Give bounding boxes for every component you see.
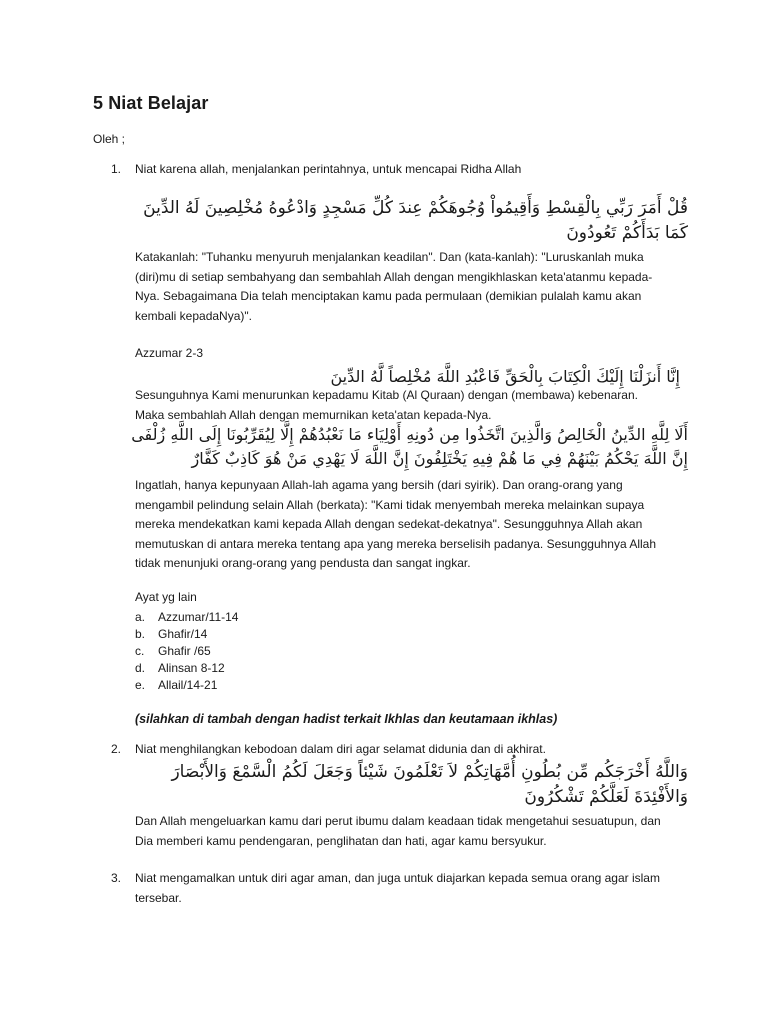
list-item-text: Azzumar/11-14 [158, 610, 239, 624]
other-verse-item [135, 626, 207, 643]
list-item-text: Allail/14-21 [158, 678, 218, 692]
section-1-heading: Niat karena allah, menjalankan perintahnya, untuk mencapai Ridha Allah [135, 162, 522, 176]
list-item-text: Ghafir /65 [158, 644, 211, 658]
section-1-number: 1. [111, 162, 122, 176]
list-marker: e. [135, 678, 146, 692]
section-1-translation-3: Ingatlah, hanya kepunyaan Allah-lah agama yang bersih (dari syirik). Dan orang-orang yang mengambil pelindung selain Allah (berkata): "Kami tidak menyembah mereka melainkan supaya mereka mendekatkan kami kepada Allah dengan sedekat-dekatnya". Sesungguhnya Allah akan memutuskan di antara mereka tentang apa yang mereka berselisih padanya. Sesungguhnya Allah tidak menunjuki orang-orang yang pendusta dan sangat ingkar. [135, 478, 656, 571]
hadith-note: (silahkan di tambah dengan hadist terkait Ikhlas dan keutamaan ikhlas) [135, 712, 558, 726]
list-item-text: Alinsan 8-12 [158, 661, 225, 675]
section-1-translation-2: Sesunguhnya Kami menurunkan kepadamu Kitab (Al Quraan) dengan (membawa) kebenaran. Maka sembahlah Allah dengan memurnikan keta'atan kepada-Nya. [135, 388, 638, 422]
list-item-text: Ghafir/14 [158, 627, 208, 641]
section-3-heading: Niat mengamalkan untuk diri agar aman, dan juga untuk diajarkan kepada semua orang agar islam tersebar. [135, 871, 660, 905]
other-verse-item [135, 609, 238, 626]
list-marker: c. [135, 644, 145, 658]
list-marker: b. [135, 627, 146, 641]
section-1-arabic-verse-2: إِنَّا أَنزَلْنَا إِلَيْكَ الْكِتَابَ بِالْحَقِّ فَاعْبُدِ اللَّهَ مُخْلِصاً لَّهُ الدِّينَ [330, 367, 680, 386]
section-2-arabic-verse: وَاللَّهُ أَخْرَجَكُم مِّن بُطُونِ أُمَّهَاتِكُمْ لاَ تَعْلَمُونَ شَيْئاً وَجَعَلَ لَكُمُ الْسَّمْعَ وَالأَبْصَارَ وَالأَفْئِدَةَ لَعَلَّكُمْ تَشْكُرُونَ [171, 762, 688, 807]
section-1-arabic-verse: قُلْ أَمَرَ رَبِّي بِالْقِسْطِ وَأَقِيمُواْ وُجُوهَكُمْ عِندَ كُلِّ مَسْجِدٍ وَادْعُوهُ مُخْلِصِينَ لَهُ الدِّينَ كَمَا بَدَأَكُمْ تَعُودُونَ [143, 198, 688, 243]
list-marker: a. [135, 610, 146, 624]
section-1-translation: Katakanlah: "Tuhanku menyuruh menjalankan keadilan". Dan (kata-kanlah): "Luruskanlah muka (diri)mu di setiap sembahyang dan sembahlah Allah dengan mengikhlaskan keta'atanmu kepada-Nya. Sebagaimana Dia telah menciptakan kamu pada permulaan (demikian pulalah kamu akan kembali kepadaNya)". [135, 250, 653, 323]
section-3-number: 3. [111, 871, 122, 885]
other-verse-item [135, 660, 225, 677]
section-2-number: 2. [111, 742, 122, 756]
other-verse-item [135, 677, 217, 694]
list-marker: d. [135, 661, 146, 675]
other-verses-label: Ayat yg lain [135, 590, 197, 604]
section-1-reference: Azzumar 2-3 [135, 346, 204, 360]
section-1-arabic-verse-3: أَلَا لِلَّهِ الدِّينُ الْخَالِصُ وَالَّذِينَ اتَّخَذُوا مِن دُونِهِ أَوْلِيَاء مَا نَعْبُدُهُمْ إِلَّا لِيُقَرِّبُونَا إِلَى اللَّهِ زُلْفَى إِنَّ اللَّهَ يَحْكُمُ بَيْنَهُمْ فِي مَا هُمْ فِيهِ يَخْتَلِفُونَ إِنَّ اللَّهَ لَا يَهْدِي مَنْ هُوَ كَاذِبٌ كَفَّارٌ [131, 425, 688, 468]
section-2-heading: Niat menghilangkan kebodoan dalam diri agar selamat didunia dan di akhirat. [135, 742, 546, 756]
author-label: Oleh ; [93, 132, 126, 146]
other-verse-item [135, 643, 211, 660]
section-2-translation: Dan Allah mengeluarkan kamu dari perut ibumu dalam keadaan tidak mengetahui sesuatupun, dan Dia memberi kamu pendengaran, penglihatan dan hati, agar kamu bersyukur. [135, 814, 661, 848]
page-title: 5 Niat Belajar [93, 93, 209, 113]
